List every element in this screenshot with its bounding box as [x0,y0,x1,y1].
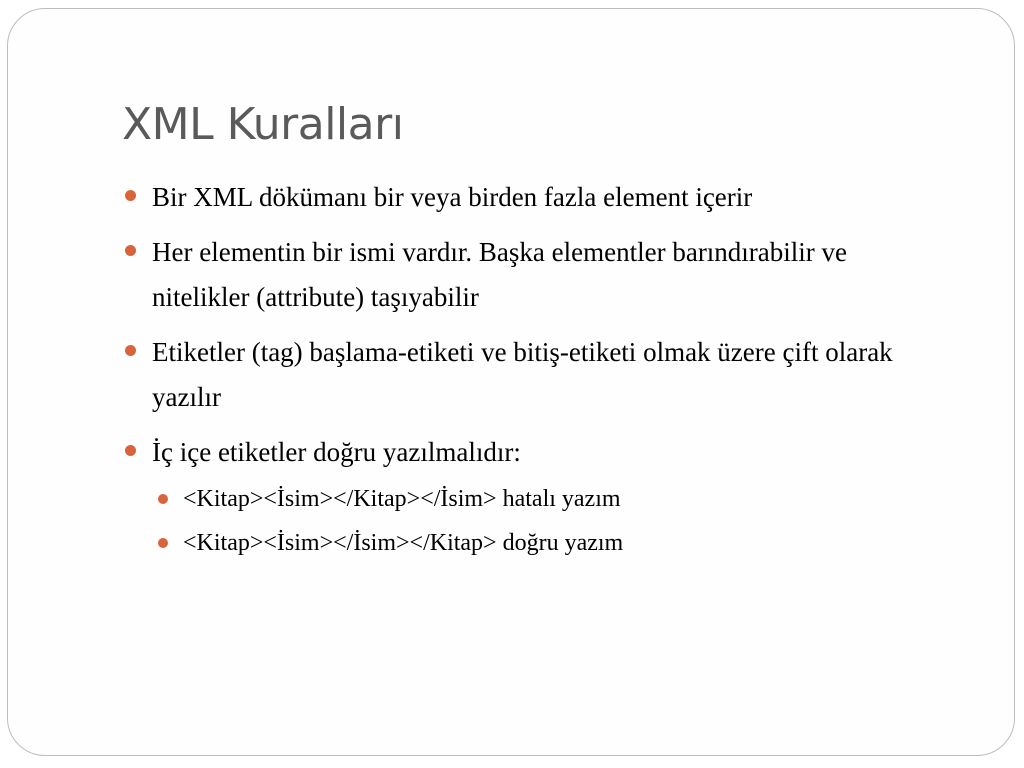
sub-bullet-dot-icon [158,494,168,504]
bullet-dot-icon [125,345,136,356]
bullet-item [125,175,945,220]
sub-bullet-dot-icon [158,538,168,548]
sub-bullet-text: <Kitap><İsim></Kitap></İsim> hatalı yazım [183,486,621,512]
bullet-dot-icon [125,445,136,456]
bullet-item [125,430,945,565]
bullet-text: Her elementin bir ismi vardır. Başka elementler barındırabilir ve nitelikler (attribute) taşıyabilir [152,237,848,312]
sub-bullet-list [158,477,945,565]
sub-bullet-item [158,477,945,521]
bullet-item [125,330,945,420]
slide-title: XML Kuralları [122,99,404,150]
bullet-dot-icon [125,190,136,201]
bullet-item [125,230,945,320]
bullet-text: İç içe etiketler doğru yazılmalıdır: [152,437,521,467]
bullet-text: Etiketler (tag) başlama-etiketi ve bitiş-etiketi olmak üzere çift olarak yazılır [152,337,893,412]
bullet-text: Bir XML dökümanı bir veya birden fazla element içerir [152,182,753,212]
bullet-dot-icon [125,245,136,256]
slide-frame [7,8,1015,756]
bullet-list [125,175,945,575]
sub-bullet-item [158,521,945,565]
sub-bullet-text: <Kitap><İsim></İsim></Kitap> doğru yazım [183,530,624,556]
